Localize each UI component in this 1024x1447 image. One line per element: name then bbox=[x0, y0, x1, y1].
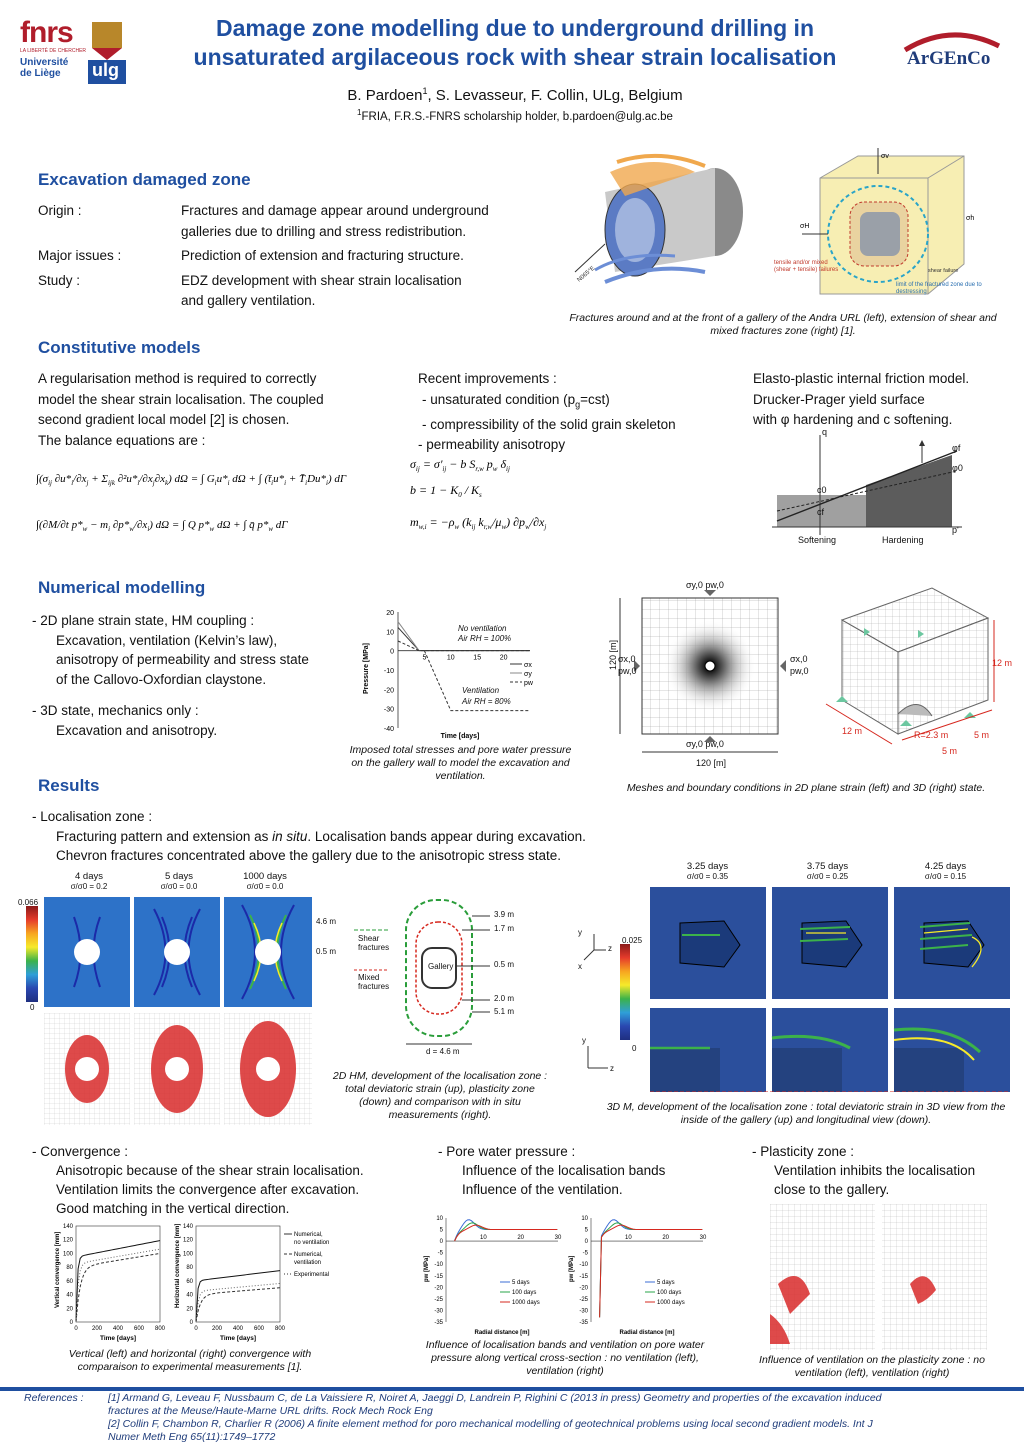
colorbar-2d bbox=[26, 906, 38, 1002]
convV-xtick: 0 bbox=[74, 1326, 78, 1332]
pchart-legend-pw: pw bbox=[524, 680, 533, 687]
panel3d-3-title: 4.25 days σ/σ0 = 0.15 bbox=[924, 861, 967, 881]
convH-novent bbox=[196, 1271, 280, 1322]
pw1-ytick: 5 bbox=[439, 1227, 443, 1234]
plasticity-panels-2d bbox=[44, 1013, 312, 1125]
convH-legend-text: no ventilation bbox=[294, 1240, 330, 1246]
edz-heading: Excavation damaged zone bbox=[38, 170, 251, 189]
pchart-ytick: 10 bbox=[386, 629, 394, 637]
fnrs-logo: fnrs LA LIBERTÉ DE CHERCHER Université de Liège bbox=[20, 16, 87, 79]
pw2-ylabel: pw [MPa] bbox=[569, 1255, 575, 1282]
convV-xtick: 600 bbox=[133, 1326, 145, 1332]
argenco-logo: ArGEnCo bbox=[895, 28, 1007, 78]
ulg-logo: ulg bbox=[84, 20, 130, 86]
strain-panels-2d bbox=[44, 897, 312, 1007]
references: References : [1] Armand G, Leveau F, Nussbaum C, de La Vaissiere R, Noiret A, Jaeggi D, Landrein P, Righini C (2013 in press) Geometry and properties of the excavation induced fractures at the Meuse/Haute-Marne URL drifts. Rock Mech Rock Eng [2] Collin F, Chambon R, Charlier R (2006) A finite element method for poro mechanical modelling of geotechnical problems using local second gradient models. Int J Numer Meth Eng 65(11):1749–1772 bbox=[24, 1392, 882, 1443]
localisation-text: - Localisation zone : Fracturing pattern and extension as in situ. Localisation bands appear during excavation. Chevron fractures concentrated above the gallery due to the anisotropic stress state. bbox=[32, 809, 586, 863]
convH-xtick: 200 bbox=[211, 1326, 223, 1332]
convV-ytick: 20 bbox=[66, 1306, 73, 1313]
pw2-series-0 bbox=[600, 1220, 703, 1318]
pw2-ytick: 10 bbox=[581, 1216, 588, 1222]
pw1-ytick: -25 bbox=[434, 1296, 443, 1303]
pchart-ytick: -40 bbox=[383, 726, 394, 733]
pw2-ytick: -30 bbox=[579, 1308, 588, 1315]
pchart-ylabel: Pressure [MPa] bbox=[363, 643, 370, 694]
panel2d-1-title: 4 days σ/σ0 = 0.2 bbox=[70, 871, 108, 891]
caption-2d: 2D HM, development of the localisation zone : total deviatoric strain (up), plasticity zone (down) and comparison with in situ measurements (right). bbox=[332, 1070, 548, 1121]
convV-ytick: 120 bbox=[62, 1237, 73, 1244]
pchart-xtick: 20 bbox=[499, 654, 508, 662]
convV-ytick: 100 bbox=[62, 1251, 73, 1258]
pw2-ytick: 5 bbox=[584, 1227, 588, 1234]
pw2-ytick: -10 bbox=[579, 1262, 588, 1269]
pw1-xlabel: Radial distance [m] bbox=[474, 1330, 530, 1336]
pchart-ytick: -30 bbox=[383, 706, 394, 714]
svg-text:σv: σv bbox=[881, 153, 889, 160]
pw1-ytick: -20 bbox=[434, 1285, 443, 1292]
edz-caption: Fractures around and at the front of a gallery of the Andra URL (left), extension of shear and mixed fractures zone (right) [1]. bbox=[569, 312, 997, 337]
panel3d-2-title: 3.75 days σ/σ0 = 0.25 bbox=[806, 861, 849, 881]
convH-legend-text: Experimental bbox=[294, 1272, 330, 1278]
balance-equations bbox=[36, 452, 376, 548]
svg-text:mw,i = −ρw (kij kr,w/μw) ∂pw/∂: $m_{w,i} = -\rho_w$ ($k_{ij}$ $k_{r,w}/\mu_w$) $\partial p_w/\partial x_j$ bbox=[410, 515, 547, 531]
convV-xtick: 400 bbox=[112, 1326, 124, 1332]
pw1-series-1 bbox=[455, 1223, 558, 1241]
panel3d-1-title: 3.25 days σ/σ0 = 0.35 bbox=[686, 861, 729, 881]
pw2-legend-text: 100 days bbox=[657, 1290, 682, 1296]
andra-gallery-figure bbox=[565, 152, 775, 302]
svg-text:∫(∂M/∂t p*w − mi ∂p*w/∂xi) dΩ: ∫(∂M/∂t $p*_w - m_i$ $\partial p*_w/\partial x_i$) dΩ = ∫ Q $p*_w$ dΩ + ∫ q̄ $p*_w$ dΓ bbox=[36, 519, 288, 533]
axes-3d-down: y z bbox=[582, 1036, 614, 1073]
pw1-ytick: -5 bbox=[437, 1250, 443, 1257]
references-bar bbox=[0, 1387, 1024, 1391]
strain-panels-3d-down bbox=[650, 1008, 1010, 1092]
svg-text:N065°E: N065°E bbox=[576, 265, 597, 284]
pw2-xtick: 20 bbox=[662, 1235, 670, 1242]
convergence-text: - Convergence : Anisotropic because of the shear strain localisation. Ventilation limits the convergence after excavation. Good matching in the vertical direction. bbox=[32, 1144, 364, 1216]
drucker-prager-plot: q p' φf φ0 c0 cf Softening Hardening bbox=[772, 425, 972, 550]
svg-text:shear failure: shear failure bbox=[928, 268, 959, 274]
convV-ytick: 40 bbox=[66, 1292, 73, 1299]
pressure-caption: Imposed total stresses and pore water pressure on the gallery wall to model the excavation and ventilation. bbox=[349, 744, 572, 782]
constitutive-col1: A regularisation method is required to correctly model the shear strain localisation. The coupled second gradient local model [2] is chosen. The balance equations are : bbox=[38, 371, 324, 448]
convH-legend-text: ventilation bbox=[294, 1260, 322, 1266]
convH-ytick: 100 bbox=[182, 1251, 193, 1258]
pw1-series-0 bbox=[455, 1220, 558, 1241]
pressure-time-chart: -40 -30 -20 -10 0 10 20 5 10 15 20 Pressure [MPa] Time [days] σx σy pw No ventilation Air RH = 100% Ventilation Air RH = 80% bbox=[363, 610, 533, 740]
convH-xtick: 400 bbox=[232, 1326, 244, 1332]
results-heading: Results bbox=[38, 776, 100, 795]
convV-ytick: 60 bbox=[66, 1278, 73, 1285]
pw2-series-1 bbox=[600, 1223, 703, 1317]
plasticity-panels bbox=[770, 1204, 1000, 1350]
plasticity-caption: Influence of ventilation on the plasticity zone : no ventilation (left), ventilation (right) bbox=[759, 1354, 985, 1379]
pchart-xlabel: Time [days] bbox=[440, 733, 480, 740]
convH-xlabel: Time [days] bbox=[219, 1335, 257, 1342]
convV-vent bbox=[76, 1253, 160, 1322]
pw1-ytick: -30 bbox=[434, 1308, 443, 1315]
pw1-legend-text: 100 days bbox=[512, 1290, 537, 1296]
pw1-xtick: 30 bbox=[554, 1235, 562, 1242]
convH-xtick: 600 bbox=[253, 1326, 265, 1332]
convV-novent bbox=[76, 1241, 160, 1322]
convH-ytick: 120 bbox=[182, 1237, 193, 1244]
pw1-series-2 bbox=[455, 1225, 558, 1241]
vertical-convergence-chart bbox=[52, 1218, 172, 1342]
mesh-3d: 12 m 12 m R=2.3 m 5 m 5 m bbox=[822, 574, 1018, 760]
pw-caption: Influence of localisation bands and ventilation on pore water pressure along vertical cross-section : no ventilation (left), ventilation (right) bbox=[425, 1339, 705, 1377]
convH-ytick: 60 bbox=[186, 1278, 193, 1285]
constitutive-col3: Elasto-plastic internal friction model. Drucker-Prager yield surface with φ hardening and c softening. bbox=[753, 371, 970, 427]
pw2-xtick: 30 bbox=[699, 1235, 707, 1242]
svg-text:∫(σij ∂u*i/∂xj + Σijk ∂²u*i/∂x: $\int(\sigma_{ij}$ $\partial u*_i/\partial x_j + \Sigma_{ijk}$ $\partial^2u*_i/\partial x_j\partial x_k$) dΩ = ∫ $G_iu*_i$ dΩ + ∫ ($t̄_iu*_i$ + $T̄_iDu*_i$) dΓ bbox=[36, 473, 347, 487]
gallery-comparison: 3.9 m 1.7 m 0.5 m 2.0 m 5.1 m Gallery d = 4.6 m Shear fractures Mixed fractures bbox=[350, 896, 530, 1061]
pchart-ytick: 0 bbox=[390, 648, 394, 656]
convV-xlabel: Time [days] bbox=[99, 1335, 137, 1342]
pw1-xtick: 20 bbox=[517, 1235, 525, 1242]
pw2-legend-text: 5 days bbox=[657, 1280, 675, 1286]
pchart-legend-sx: σx bbox=[524, 662, 532, 669]
caption-3d: 3D M, development of the localisation zone : total deviatoric strain in 3D view from the inside of the gallery (up) and longitudinal view (down). bbox=[606, 1101, 1006, 1126]
pchart-xtick: 10 bbox=[446, 654, 455, 662]
affiliation: $^1$FRIA, F.R.S.-FNRS scholarship holder, b.pardoen@ulg.ac.be bbox=[357, 108, 673, 123]
pw1-ytick: -35 bbox=[434, 1320, 443, 1326]
pw1-ylabel: pw [MPa] bbox=[424, 1255, 430, 1282]
constitutive-col2: Recent improvements : - unsaturated condition $(p_g=cst)$ - compressibility of the solid grain skeleton - permeability anisotropy bbox=[418, 371, 676, 453]
convH-vent bbox=[196, 1288, 280, 1322]
pore-water-text: - Pore water pressure : Influence of the localisation bands Influence of the ventilation. bbox=[438, 1144, 666, 1197]
authors: B. Pardoen$^1$, S. Levasseur, F. Collin, ULg, Belgium bbox=[347, 86, 683, 104]
axes-3d-up: y z x bbox=[578, 928, 612, 971]
pchart-ytick: -10 bbox=[383, 668, 394, 675]
svg-text:σij = σ'ij − b Sr,w pw δij: $\sigma_{ij} = \sigma'_{ij} - b$ $S_{r,w}$ $p_w$ $\delta_{ij}$ bbox=[410, 457, 510, 473]
convH-xtick: 0 bbox=[194, 1326, 198, 1332]
panel2d-3-title: 1000 days σ/σ0 = 0.0 bbox=[243, 871, 287, 891]
pchart-ytick: -20 bbox=[383, 687, 394, 695]
pchart-legend-sy: σy bbox=[524, 671, 532, 678]
pw1-ytick: 0 bbox=[439, 1239, 443, 1246]
pw2-legend-text: 1000 days bbox=[657, 1300, 685, 1306]
panel2d-2-title: 5 days σ/σ0 = 0.0 bbox=[160, 871, 198, 891]
convH-ytick: 140 bbox=[182, 1224, 193, 1230]
pw1-ytick: -10 bbox=[434, 1262, 443, 1269]
convV-ytick: 0 bbox=[69, 1320, 73, 1326]
pw2-ytick: -15 bbox=[579, 1273, 588, 1280]
pw1-legend-text: 1000 days bbox=[512, 1300, 540, 1306]
convV-xtick: 200 bbox=[91, 1326, 103, 1332]
plasticity-text: - Plasticity zone : Ventilation inhibits the localisation close to the gallery. bbox=[752, 1144, 976, 1197]
svg-text:σH: σH bbox=[800, 223, 810, 230]
pw1-ytick: -15 bbox=[434, 1273, 443, 1280]
convH-ytick: 20 bbox=[186, 1306, 193, 1313]
pw2-xlabel: Radial distance [m] bbox=[619, 1330, 675, 1336]
fracture-zone-figure: σv σH σh shear failure tensile and/or mixed (shear + tensile) failures limit of the fractured zone due to destressing bbox=[774, 153, 982, 295]
constitutive-heading: Constitutive models bbox=[38, 338, 201, 357]
edz-table: Origin : Fractures and damage appear around underground galleries due to drilling and stress redistribution. Major issues : Prediction of extension and fracturing structure. Study : EDZ development with shear strain localisation and gallery ventilation. bbox=[38, 203, 489, 308]
numerical-heading: Numerical modelling bbox=[38, 578, 206, 597]
pw1-legend-text: 5 days bbox=[512, 1280, 530, 1286]
convV-ytick: 140 bbox=[62, 1224, 73, 1230]
pchart-xtick: 15 bbox=[473, 654, 482, 662]
pw2-ytick: -35 bbox=[579, 1320, 588, 1326]
mesh-caption: Meshes and boundary conditions in 2D plane strain (left) and 3D (right) state. bbox=[626, 782, 986, 794]
poster-title: Damage zone modelling due to underground drilling in unsaturated argilaceous rock with shear strain localisation bbox=[193, 15, 837, 70]
pw-chart-vent bbox=[565, 1212, 710, 1340]
pw2-xtick: 10 bbox=[624, 1235, 632, 1242]
convH-ylabel: Horizontal convergence [mm] bbox=[175, 1223, 181, 1308]
pw-chart-no-vent bbox=[420, 1212, 565, 1340]
convV-ylabel: Vertical convergence [mm] bbox=[55, 1231, 61, 1308]
pchart-xtick: 5 bbox=[422, 654, 427, 662]
pw2-series-2 bbox=[600, 1225, 703, 1317]
strain-panels-3d-up bbox=[650, 887, 1010, 999]
pw2-ytick: -25 bbox=[579, 1296, 588, 1303]
colorbar-3d bbox=[620, 944, 630, 1040]
pw1-ytick: 10 bbox=[436, 1216, 443, 1222]
pchart-ytick: 20 bbox=[386, 610, 394, 617]
convV-frame bbox=[76, 1226, 160, 1322]
convH-legend-text: Numerical, bbox=[294, 1232, 323, 1238]
convH-xtick: 800 bbox=[274, 1326, 286, 1332]
convH-ytick: 40 bbox=[186, 1292, 193, 1299]
convV-xtick: 800 bbox=[154, 1326, 166, 1332]
pw2-ytick: 0 bbox=[584, 1239, 588, 1246]
constitutive-equations bbox=[410, 452, 580, 548]
convH-ytick: 0 bbox=[189, 1320, 193, 1326]
pw2-ytick: -5 bbox=[582, 1250, 588, 1257]
numerical-list: - 2D plane strain state, HM coupling : Excavation, ventilation (Kelvin’s law), anisotropy of permeability and stress state of the Callovo-Oxfordian claystone. - 3D state, mechanics only : Excavation and anisotropy. bbox=[32, 613, 309, 738]
convH-ytick: 80 bbox=[186, 1265, 193, 1272]
convH-frame bbox=[196, 1226, 280, 1322]
mesh-2d: σy,0 pw,0 σx,0 pw,0 σx,0 pw,0 σy,0 pw,0 120 [m] 120 [m] bbox=[608, 580, 809, 768]
horizontal-convergence-chart bbox=[172, 1218, 342, 1342]
svg-text:b = 1 − K0 / Ks: $b = 1 - K_0 / K_s$ bbox=[410, 483, 482, 499]
convV-ytick: 80 bbox=[66, 1265, 73, 1272]
convH-legend-text: Numerical, bbox=[294, 1252, 323, 1258]
convergence-caption: Vertical (left) and horizontal (right) convergence with comparaison to experimental measurements [1]. bbox=[68, 1348, 312, 1373]
pw1-xtick: 10 bbox=[479, 1235, 487, 1242]
svg-text:σh: σh bbox=[966, 215, 975, 222]
pw2-ytick: -20 bbox=[579, 1285, 588, 1292]
